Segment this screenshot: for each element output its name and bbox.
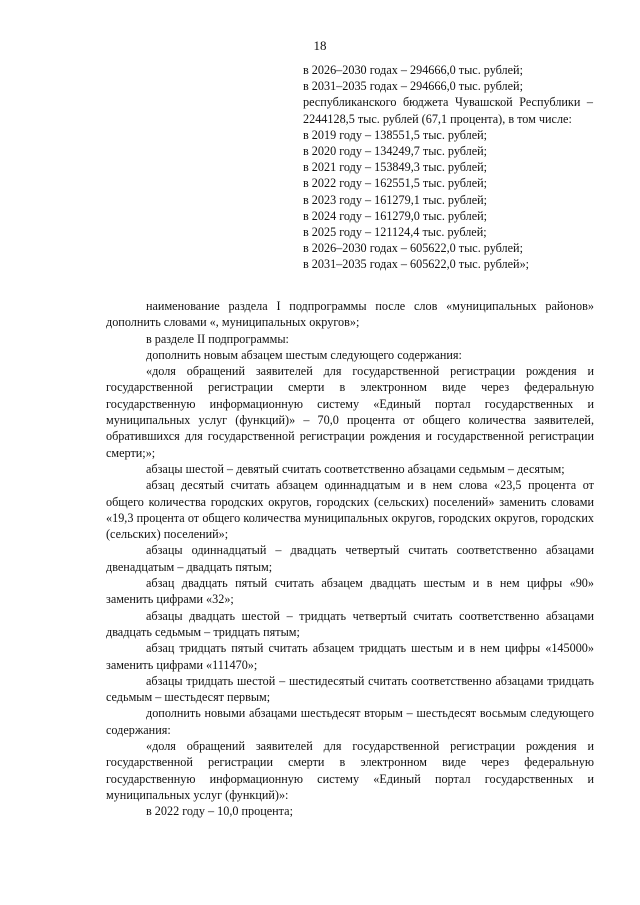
paragraph: абзацы тридцать шестой – шестидесятый считать соответственно абзацами тридцать седьмым – шестьдесят первым; xyxy=(106,673,594,705)
paragraph-quote: «доля обращений заявителей для государственной регистрации рождения и государственной регистрации смерти в электронном виде через федеральную государственную информационную систему «Единый портал государственных и муниципальных услуг (функций)»: xyxy=(106,739,594,802)
paragraph: дополнить новым абзацем шестым следующего содержания: xyxy=(146,347,462,362)
paragraph: в разделе II подпрограммы: xyxy=(146,331,289,346)
document-body xyxy=(106,298,594,820)
funding-line: в 2022 году – 162551,5 тыс. рублей; xyxy=(303,176,488,191)
funding-line: в 2019 году – 138551,5 тыс. рублей; xyxy=(303,127,488,142)
funding-line: в 2026–2030 годах – 605622,0 тыс. рублей; xyxy=(303,241,523,256)
page-number: 18 xyxy=(313,38,327,53)
funding-line: в 2023 году – 161279,1 тыс. рублей; xyxy=(303,192,488,207)
funding-line: в 2021 году – 153849,3 тыс. рублей; xyxy=(303,160,488,175)
funding-line: в 2026–2030 годах – 294666,0 тыс. рублей; xyxy=(303,63,523,77)
funding-line-republican-budget: республиканского бюджета Чувашской Республики – 2244128,5 тыс. рублей (67,1 процента), в том числе: xyxy=(303,95,593,126)
paragraph: в 2022 году – 10,0 процента; xyxy=(146,804,293,819)
paragraph: абзацы шестой – девятый считать соответственно абзацами седьмым – десятым; xyxy=(146,461,565,476)
paragraph: абзацы одиннадцатый – двадцать четвертый считать соответственно абзацами двенадцатым – двадцать пятым; xyxy=(106,543,594,574)
funding-line: в 2024 году – 161279,0 тыс. рублей; xyxy=(303,208,488,223)
paragraph: дополнить новыми абзацами шестьдесят вторым – шестьдесят восьмым следующего содержания: xyxy=(106,706,594,737)
paragraph: наименование раздела I подпрограммы после слов «муниципальных районов» дополнить словами «, муниципальных округов»; xyxy=(106,299,594,330)
paragraph: абзацы двадцать шестой – тридцать четвертый считать соответственно абзацами двадцать седьмым – тридцать пятым; xyxy=(106,608,594,639)
funding-line: в 2031–2035 годах – 605622,0 тыс. рублей»; xyxy=(303,257,530,272)
funding-line: в 2025 году – 121124,4 тыс. рублей; xyxy=(303,225,487,240)
funding-list xyxy=(303,62,593,273)
paragraph-quote: «доля обращений заявителей для государственной регистрации рождения и государственной регистрации смерти в электронном виде через федеральную государственную информационную систему «Единый портал государственных и муниципальных услуг (функций)» – 70,0 процента от общего количества заявителей, обратившихся для государственной регистрации рождения и государственной регистрации смерти;»; xyxy=(106,364,594,460)
paragraph: абзац двадцать пятый считать абзацем двадцать шестым и в нем цифры «90» заменить цифрами «32»; xyxy=(106,576,594,607)
funding-line: в 2031–2035 годах – 294666,0 тыс. рублей; xyxy=(303,79,523,94)
paragraph: абзац тридцать пятый считать абзацем тридцать шестым и в нем цифры «145000» заменить цифрами «111470»; xyxy=(106,641,594,672)
funding-line: в 2020 году – 134249,7 тыс. рублей; xyxy=(303,144,488,159)
paragraph: абзац десятый считать абзацем одиннадцатым и в нем слова «23,5 процента от общего количества городских округов, городских (сельских) поселений» заменить словами «19,3 процента от общего количества муниципальных округов, городских округов, городских (сельских) поселений»; xyxy=(106,478,594,542)
